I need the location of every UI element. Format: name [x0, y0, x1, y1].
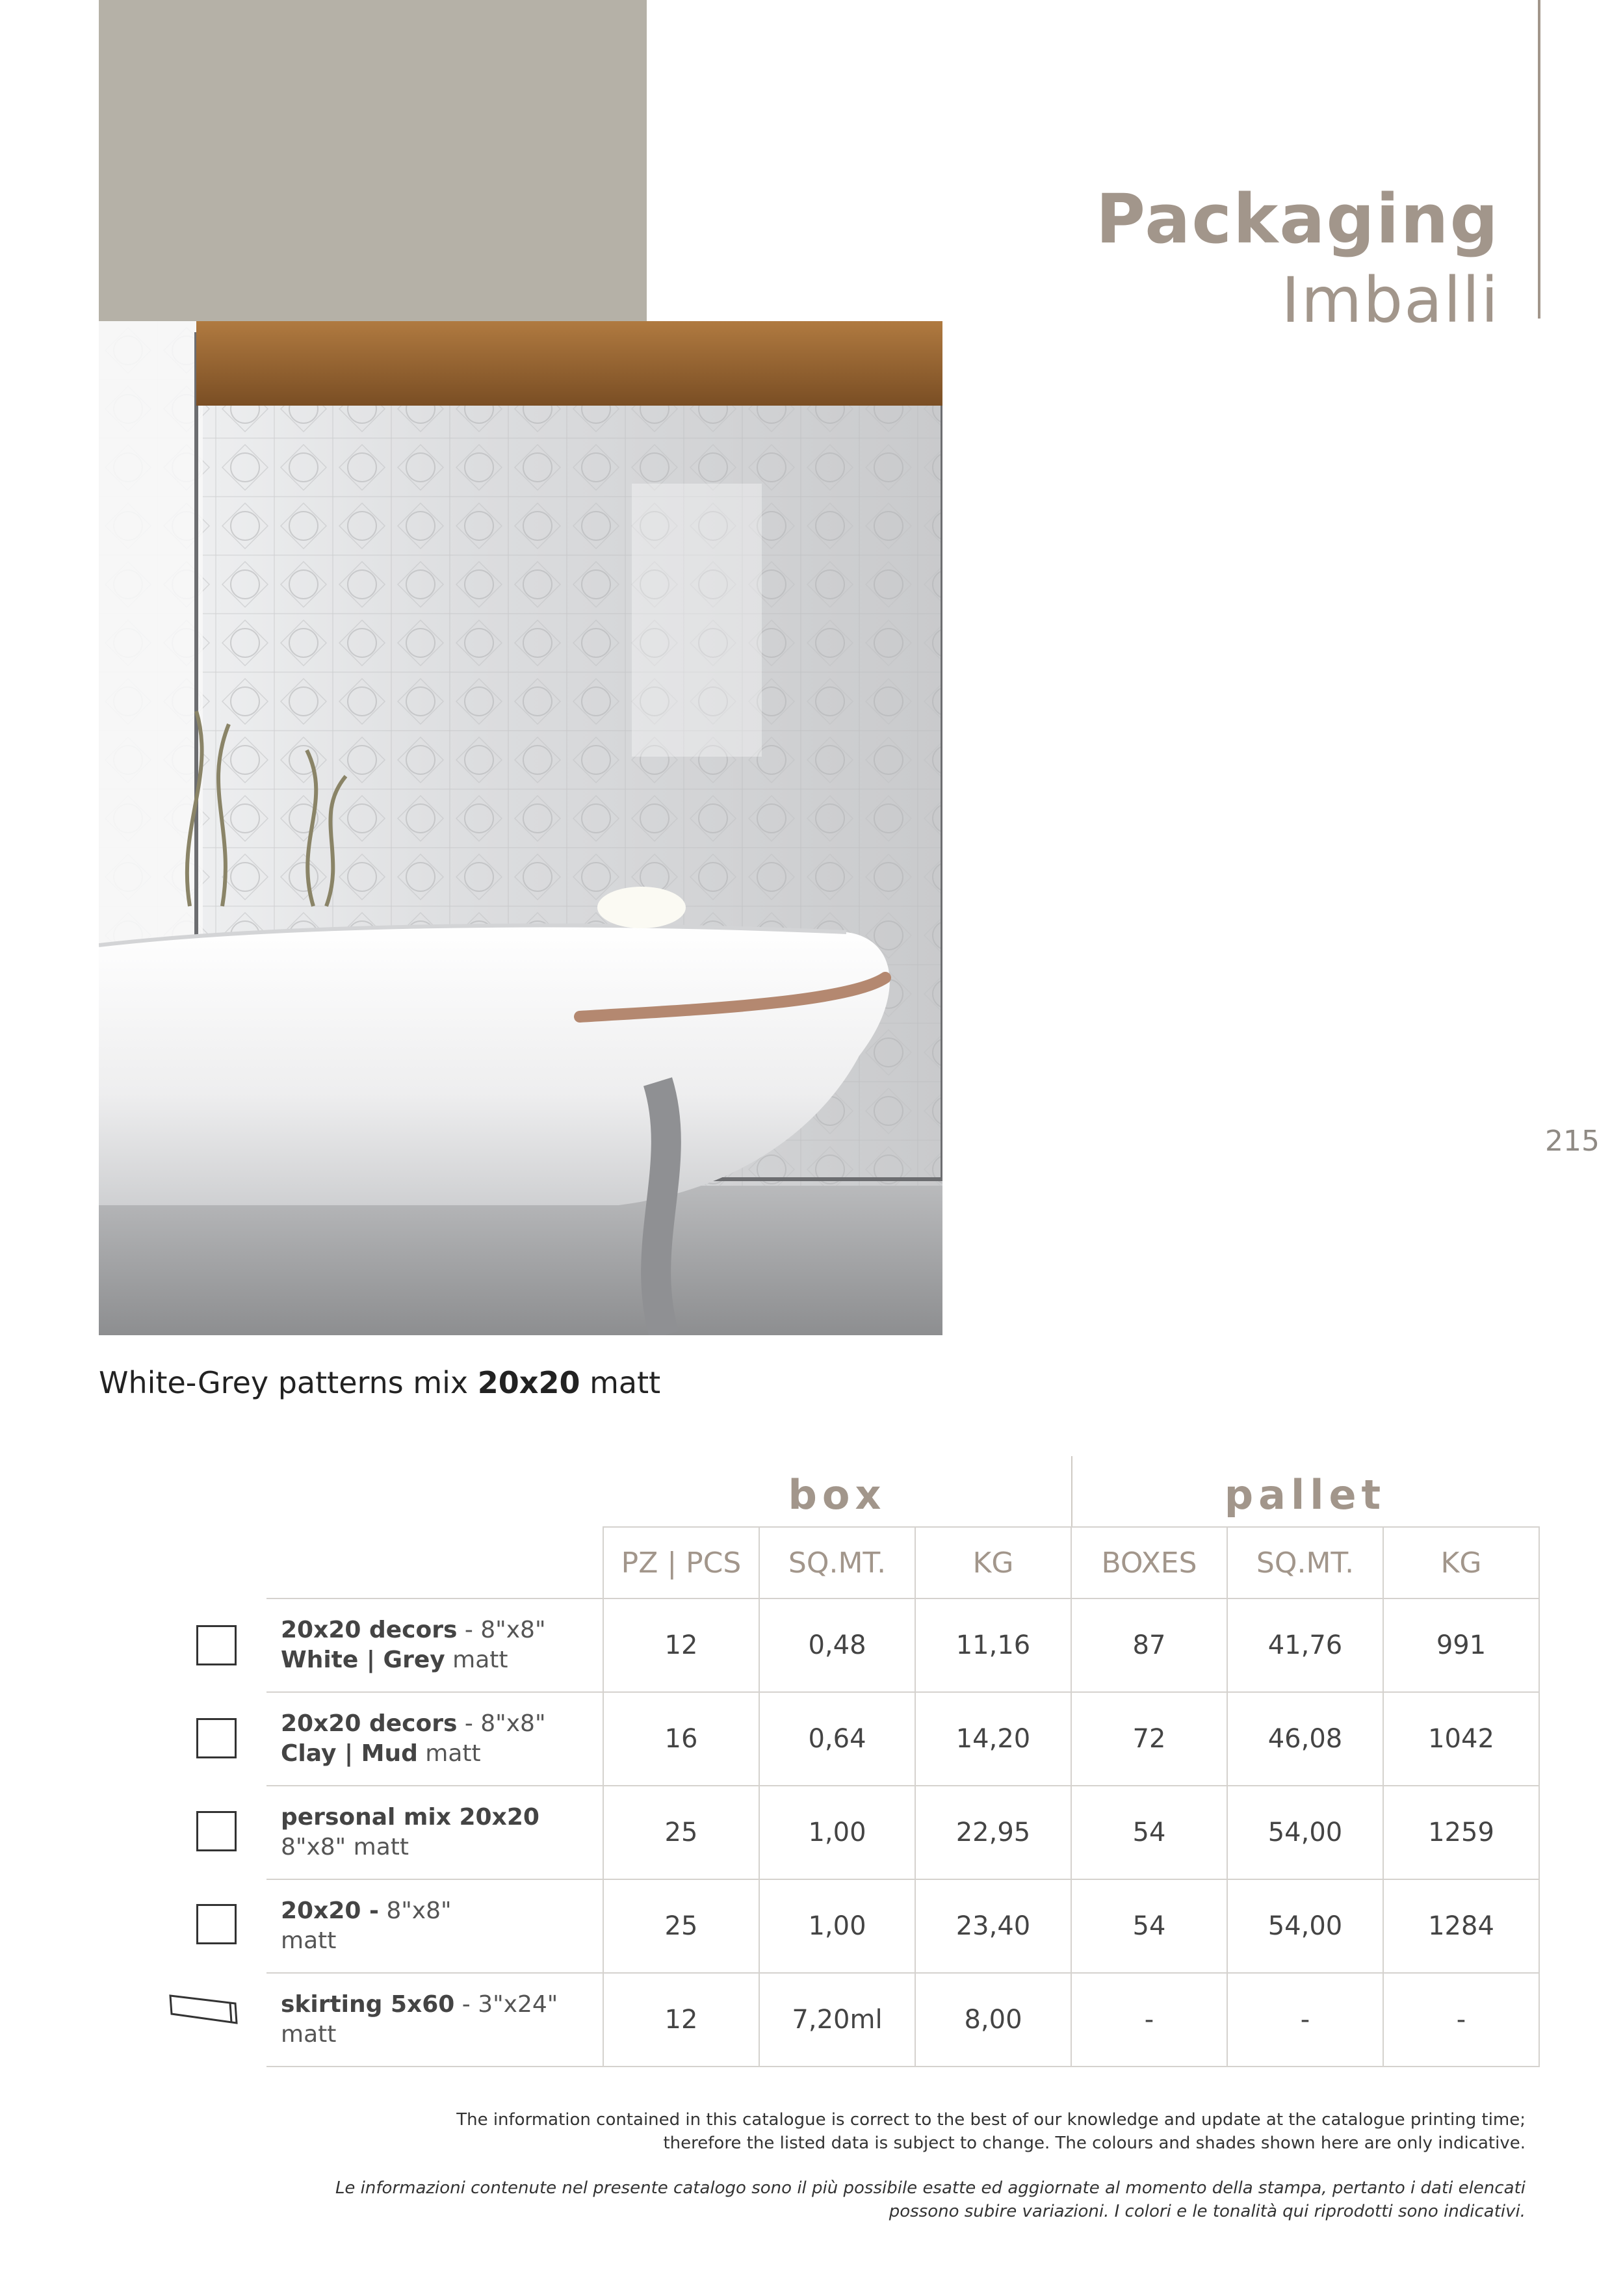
table-row [266, 1973, 1539, 2067]
cell-pallet-boxes: 54 [1071, 1879, 1227, 1973]
col-header-box-kg: KG [915, 1527, 1071, 1598]
cell-pallet-boxes: 72 [1071, 1692, 1227, 1786]
cell-pallet-kg: - [1383, 1973, 1539, 2067]
bathroom-photo [99, 321, 942, 1335]
row-name: 20x20 decors [281, 1617, 458, 1643]
caption-prefix: White-Grey patterns mix [99, 1365, 478, 1400]
cell-box-sqmt: 1,00 [759, 1786, 915, 1879]
bathroom-illustration [99, 321, 942, 1335]
cell-box-sqmt: 7,20ml [759, 1973, 915, 2067]
cell-box-sqmt: 0,64 [759, 1692, 915, 1786]
group-header-box: box [788, 1471, 887, 1519]
row-size: 8"x8" [378, 1898, 452, 1924]
cell-box-kg: 22,95 [915, 1786, 1071, 1879]
skirting-tile-icon [168, 1990, 239, 2027]
disclaimer-italian [323, 2176, 1526, 2223]
row-name: 20x20 decors [281, 1710, 458, 1737]
row-finish: matt [281, 1927, 337, 1954]
cell-box-pcs: 25 [603, 1879, 759, 1973]
row-description [266, 1973, 603, 2067]
row-description [266, 1692, 603, 1786]
row-color: White | Grey [281, 1647, 445, 1673]
square-tile-icon [196, 1904, 237, 1944]
cell-pallet-kg: 1259 [1383, 1786, 1539, 1879]
row-color: Clay | Mud [281, 1740, 418, 1767]
title-english: Packaging [1095, 179, 1500, 259]
cell-box-kg: 8,00 [915, 1973, 1071, 2067]
cell-pallet-kg: 1042 [1383, 1692, 1539, 1786]
cell-box-pcs: 12 [603, 1973, 759, 2067]
row-finish: matt [417, 1740, 481, 1767]
square-tile-icon [196, 1811, 237, 1851]
cell-pallet-sqmt: 54,00 [1227, 1879, 1383, 1973]
header-empty-cell [266, 1527, 603, 1598]
cell-pallet-boxes: 87 [1071, 1598, 1227, 1692]
column-header-row [266, 1527, 1539, 1598]
title-italian: Imballi [1281, 264, 1500, 337]
cell-box-kg: 23,40 [915, 1879, 1071, 1973]
row-size: - 3"x24" [454, 1991, 558, 2018]
caption-suffix: matt [580, 1365, 661, 1400]
page-number: 215 [1545, 1125, 1600, 1158]
cell-box-sqmt: 0,48 [759, 1598, 915, 1692]
cell-box-kg: 11,16 [915, 1598, 1071, 1692]
col-header-box-pcs: PZ | PCS [603, 1527, 759, 1598]
cell-box-pcs: 25 [603, 1786, 759, 1879]
row-name: skirting 5x60 [281, 1991, 455, 2018]
table-row [266, 1692, 1539, 1786]
disclaimer-english [323, 2108, 1526, 2155]
table-row [266, 1879, 1539, 1973]
square-tile-icon [196, 1718, 237, 1758]
cell-pallet-sqmt: 54,00 [1227, 1786, 1383, 1879]
row-description [266, 1598, 603, 1692]
row-size: - 8"x8" [457, 1617, 546, 1643]
col-header-pallet-kg: KG [1383, 1527, 1539, 1598]
cell-pallet-sqmt: 41,76 [1227, 1598, 1383, 1692]
cell-box-sqmt: 1,00 [759, 1879, 915, 1973]
disclaimer-italian-line: Le informazioni contenute nel presente catalogo sono il più possibile esatte ed aggiornate al momento della stampa, pertanto i dati elencati [335, 2178, 1526, 2198]
col-header-pallet-boxes: BOXES [1071, 1527, 1227, 1598]
cell-box-pcs: 12 [603, 1598, 759, 1692]
row-description [266, 1786, 603, 1879]
table-row [266, 1598, 1539, 1692]
table-row [266, 1786, 1539, 1879]
page-title [1096, 177, 1500, 339]
grey-color-block [99, 0, 647, 321]
cell-pallet-sqmt: 46,08 [1227, 1692, 1383, 1786]
col-header-box-sqmt: SQ.MT. [759, 1527, 915, 1598]
group-header-pallet: pallet [1224, 1471, 1386, 1519]
row-finish: matt [281, 2021, 337, 2048]
row-description [266, 1879, 603, 1973]
cell-pallet-kg: 1284 [1383, 1879, 1539, 1973]
cell-pallet-kg: 991 [1383, 1598, 1539, 1692]
row-name: personal mix 20x20 [281, 1804, 539, 1831]
cell-pallet-sqmt: - [1227, 1973, 1383, 2067]
square-tile-icon [196, 1625, 237, 1665]
col-header-pallet-sqmt: SQ.MT. [1227, 1527, 1383, 1598]
disclaimer-italian-line: possono subire variazioni. I colori e le tonalità qui riprodotti sono indicativi. [889, 2202, 1526, 2221]
cell-box-pcs: 16 [603, 1692, 759, 1786]
disclaimer-english-line: therefore the listed data is subject to change. The colours and shades shown here are only indicative. [663, 2133, 1526, 2153]
packaging-table [266, 1526, 1540, 2067]
row-finish: matt [445, 1647, 508, 1673]
disclaimer-english-line: The information contained in this catalogue is correct to the best of our knowledge and update at the catalogue printing time; [456, 2110, 1526, 2130]
cell-pallet-boxes: - [1071, 1973, 1227, 2067]
caption-size: 20x20 [477, 1365, 580, 1400]
row-name: 20x20 - [281, 1898, 379, 1924]
row-size: - 8"x8" [457, 1710, 546, 1737]
photo-caption [99, 1365, 660, 1400]
cell-box-kg: 14,20 [915, 1692, 1071, 1786]
row-finish: 8"x8" matt [281, 1834, 409, 1860]
cell-pallet-boxes: 54 [1071, 1786, 1227, 1879]
title-divider-line [1538, 0, 1540, 319]
